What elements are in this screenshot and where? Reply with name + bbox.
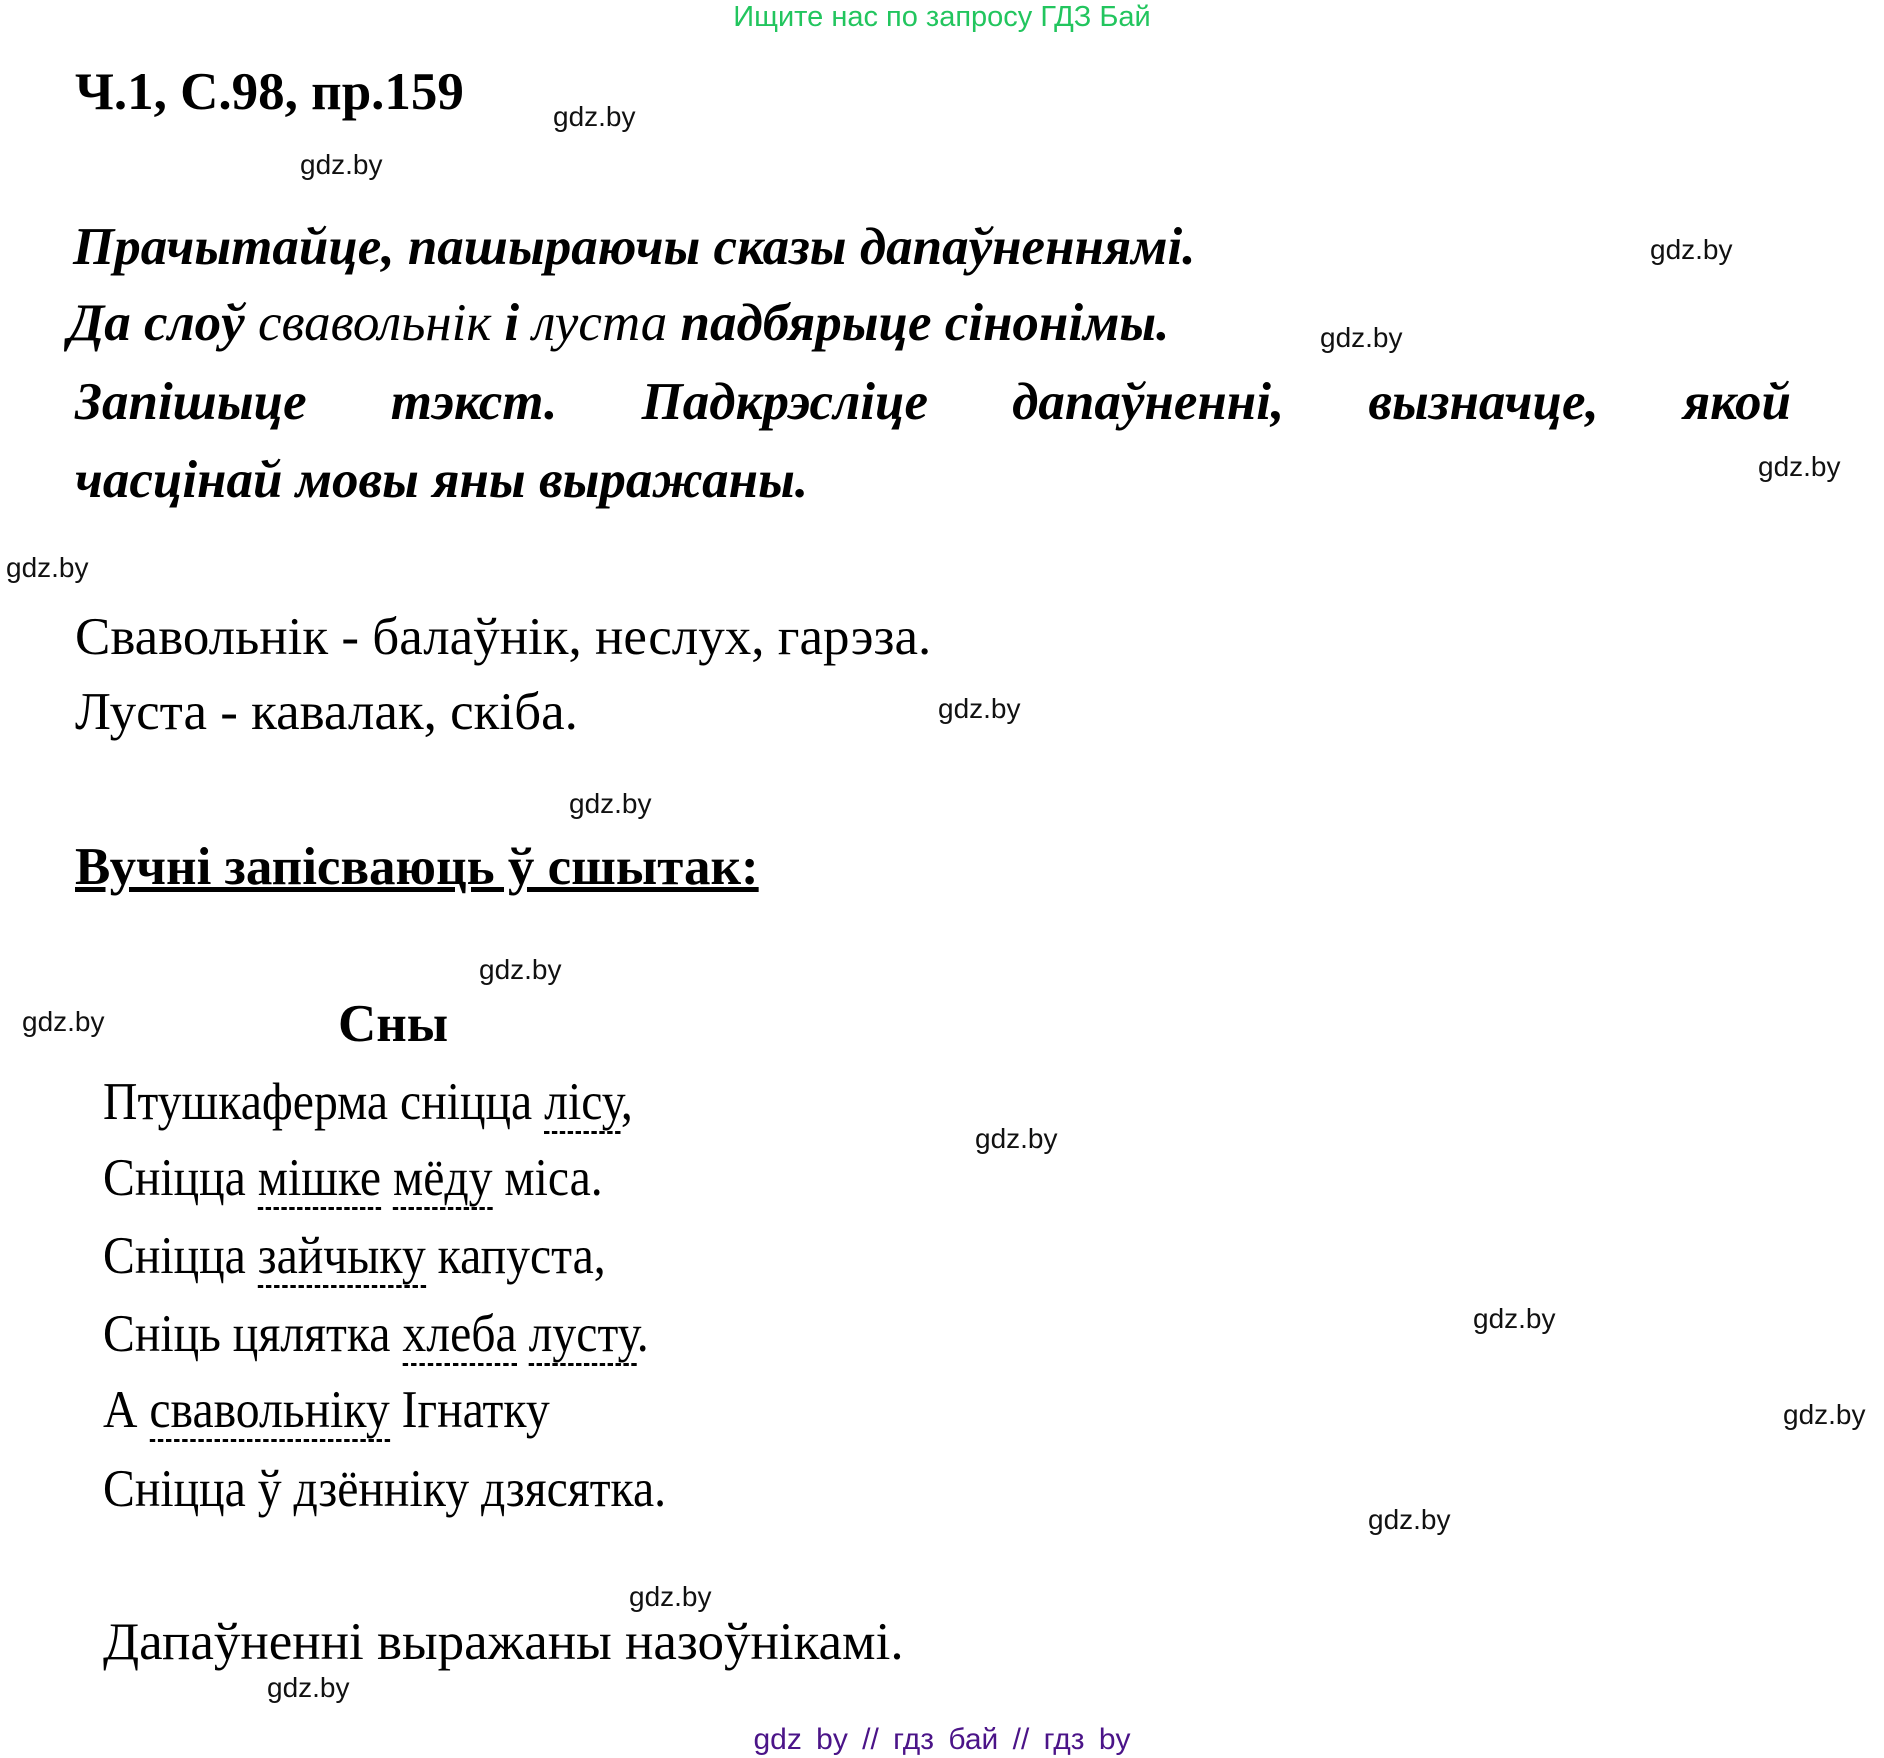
- instruction-line-2: [68, 293, 1169, 353]
- underlined-object: мёду: [393, 1149, 492, 1210]
- notebook-heading: Вучні запісваюць ў сшытак:: [75, 838, 759, 896]
- watermark: gdz.by: [1320, 322, 1403, 353]
- watermark: gdz.by: [267, 1672, 350, 1703]
- instruction-word: луста: [532, 294, 668, 352]
- poem-text: Ігнатку: [389, 1381, 550, 1439]
- underlined-object: хлеба: [402, 1305, 516, 1366]
- watermark: gdz.by: [975, 1123, 1058, 1154]
- poem-text: [381, 1149, 393, 1207]
- watermark: gdz.by: [1783, 1399, 1866, 1430]
- conclusion: Дапаўненні выражаны назоўнікамі.: [103, 1613, 904, 1671]
- poem-text: капуста,: [425, 1227, 606, 1285]
- underlined-object: лусту: [529, 1305, 637, 1366]
- watermark: gdz.by: [1473, 1303, 1556, 1334]
- underlined-object: зайчыку: [258, 1227, 426, 1288]
- synonym-line: Свавольнік - балаўнік, неслух, гарэза.: [75, 608, 932, 666]
- poem-line: [103, 1226, 606, 1286]
- poem-line: [103, 1459, 666, 1519]
- poem-text: А: [103, 1381, 150, 1439]
- poem-text: ,: [620, 1073, 633, 1131]
- poem-text: Птушкаферма сніцца: [103, 1073, 545, 1131]
- instruction-text: Да слоў: [68, 294, 258, 352]
- watermark: gdz.by: [1368, 1504, 1451, 1535]
- watermark: gdz.by: [22, 1006, 105, 1037]
- synonym-line: Луста - кавалак, скіба.: [75, 683, 578, 741]
- watermark: gdz.by: [1758, 451, 1841, 482]
- watermark: gdz.by: [1650, 234, 1733, 265]
- poem-line: [103, 1072, 633, 1132]
- poem-text: [517, 1305, 529, 1363]
- poem-title: Сны: [338, 995, 449, 1053]
- instruction-line-3: Запішыце тэкст. Падкрэсліце дапаўненні, вызначце, якой: [75, 373, 1791, 431]
- watermark: gdz.by: [300, 149, 383, 180]
- watermark: gdz.by: [629, 1581, 712, 1612]
- page-title: Ч.1, С.98, пр.159: [75, 63, 464, 121]
- poem-text: Сніць цялятка: [103, 1305, 403, 1363]
- instruction-word: свавольнік: [257, 294, 492, 352]
- poem-text: міса.: [492, 1149, 603, 1207]
- instruction-text: і: [491, 294, 533, 352]
- footer-links[interactable]: gdz by // гдз бай // гдз by: [753, 1723, 1131, 1756]
- poem-text: Сніцца: [103, 1227, 258, 1285]
- watermark: gdz.by: [938, 693, 1021, 724]
- underlined-object: лісу: [544, 1073, 621, 1134]
- instruction-line-4: часцінай мовы яны выражаны.: [75, 451, 809, 509]
- poem-line: [103, 1304, 649, 1364]
- underlined-object: свавольніку: [149, 1381, 389, 1442]
- poem-text: Сніцца ў дзённіку дзясятка.: [103, 1460, 667, 1518]
- poem-text: Сніцца: [103, 1149, 258, 1207]
- underlined-object: мішке: [258, 1149, 381, 1210]
- poem-line: [103, 1380, 550, 1440]
- watermark: gdz.by: [569, 788, 652, 819]
- poem-text: .: [636, 1305, 649, 1363]
- instruction-line-1: Прачытайце, пашыраючы сказы дапаўненнямі.: [73, 218, 1196, 276]
- watermark: gdz.by: [6, 552, 89, 583]
- top-banner-link[interactable]: Ищите нас по запросу ГДЗ Бай: [733, 1, 1151, 33]
- watermark: gdz.by: [479, 954, 562, 985]
- watermark: gdz.by: [553, 101, 636, 132]
- poem-line: [103, 1148, 603, 1208]
- instruction-text: падбярыце сінонімы.: [667, 294, 1170, 352]
